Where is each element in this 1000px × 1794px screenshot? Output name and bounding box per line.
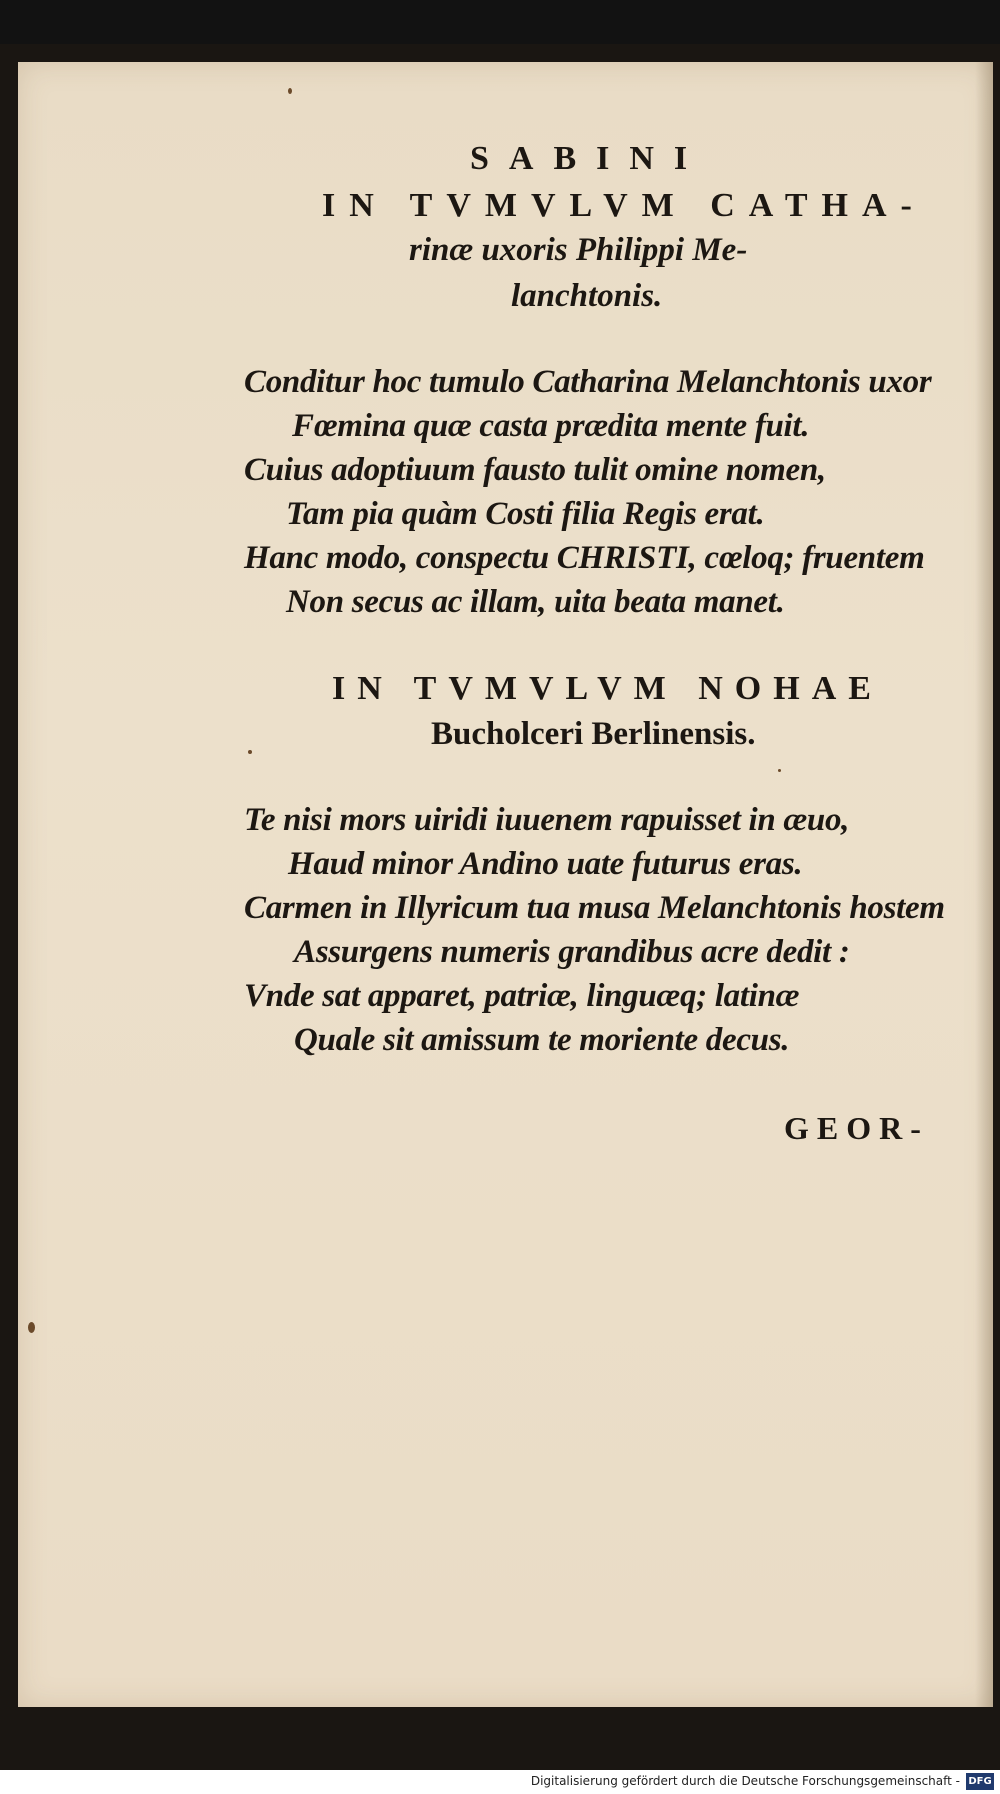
poem1-line-3: Cuius adoptiuum fausto tulit omine nomen, [244,452,826,488]
poem2-line-6: Quale sit amissum te moriente decus. [294,1022,790,1058]
poem1-line-1: Conditur hoc tumulo Catharina Melanchtonis uxor [244,364,932,400]
poem2-line-1: Te nisi mors uiridi iuuenem rapuisset in æuo, [244,802,850,838]
paper-speck [28,1322,35,1333]
poem1-line-4: Tam pia quàm Costi filia Regis erat. [286,496,765,532]
heading-title-line-3: lanchtonis. [511,278,663,314]
paper-speck [778,769,781,772]
heading-title-line-1: IN TVMVLVM CATHA- [322,187,926,224]
poem2-line-2: Haud minor Andino uate futurus eras. [288,846,803,882]
poem2-line-3: Carmen in Illyricum tua musa Melanchtonis hostem [244,890,945,926]
poem2-line-4: Assurgens numeris grandibus acre dedit : [294,934,850,970]
dfg-logo: DFG [966,1773,994,1790]
poem1-line-2: Fœmina quæ casta prædita mente fuit. [292,408,810,444]
heading2-title-line-2: Bucholceri Berlinensis. [431,716,756,752]
poem1-line-5: Hanc modo, conspectu CHRISTI, cœloq; fruentem [244,540,925,576]
page-gutter-shadow [975,62,993,1707]
digitization-credit: Digitalisierung gefördert durch die Deutsche Forschungsgemeinschaft - [530,1774,960,1788]
catchword: GEOR- [784,1110,929,1146]
poem2-line-5: Vnde sat apparet, patriæ, linguæq; latinæ [244,978,800,1014]
footer-bar [0,1770,1000,1794]
paper-speck [288,88,292,94]
heading-author: SABINI [470,140,708,177]
heading-title-line-2: rinæ uxoris Philippi Me- [409,232,748,268]
book-page [18,62,993,1707]
heading2-title-line-1: IN TVMVLVM NOHAE [332,670,883,707]
poem1-line-6: Non secus ac illam, uita beata manet. [286,584,785,620]
paper-speck [248,750,252,754]
scanner-top-border [0,0,1000,44]
